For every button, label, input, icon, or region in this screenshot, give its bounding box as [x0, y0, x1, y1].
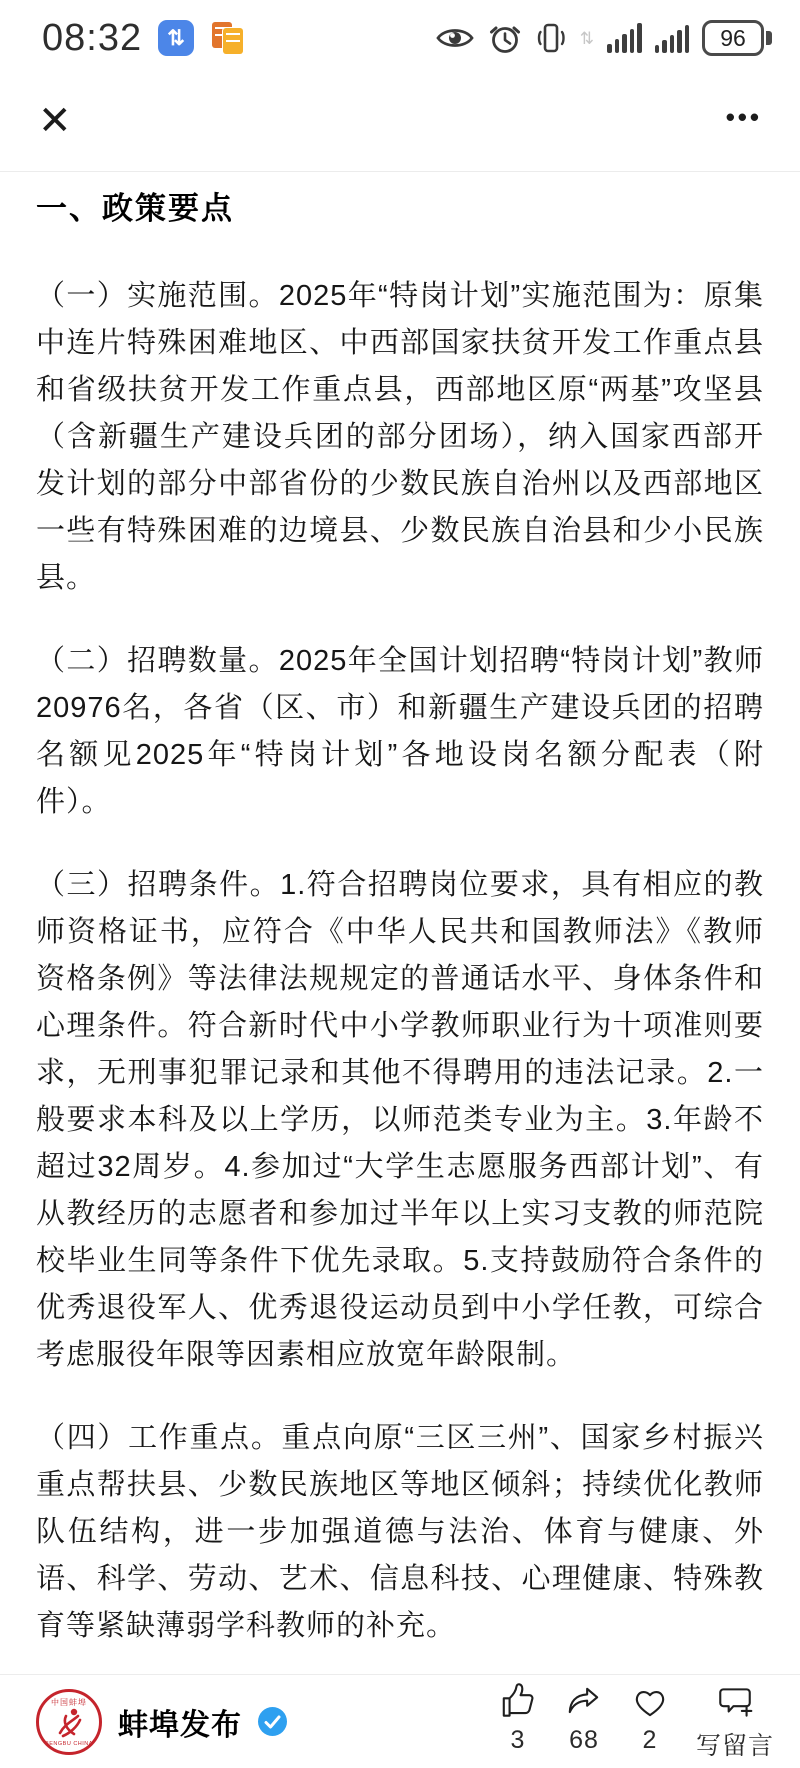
action-bar — [498, 1682, 774, 1762]
battery-icon — [702, 20, 772, 56]
account-name: 蚌埠发布 — [118, 1708, 242, 1742]
alarm-icon — [488, 21, 522, 55]
like-button[interactable] — [498, 1682, 538, 1755]
battery-percent: 96 — [702, 20, 764, 56]
thumbs-up-icon — [498, 1682, 538, 1722]
like-count: 3 — [510, 1725, 526, 1754]
comment-label: 写留言 — [695, 1731, 774, 1760]
heart-icon — [630, 1682, 670, 1722]
paragraph-recruitment-quota: （二）招聘数量。2025年全国计划招聘“特岗计划”教师20976名，各省（区、市）和新疆生产建设兵团的招聘名额见2025年“特岗计划”各地设岗名额分配表（附件）。 — [36, 645, 764, 818]
favorite-count: 2 — [642, 1725, 658, 1754]
close-button[interactable]: ✕ — [38, 98, 72, 143]
share-arrow-icon — [564, 1682, 604, 1722]
section-heading-policy-points: 一、政策要点 — [36, 191, 234, 226]
article-body — [0, 172, 800, 1674]
status-bar — [0, 0, 800, 70]
data-transfer-icon — [158, 20, 194, 56]
official-account[interactable] — [36, 1689, 287, 1755]
write-comment-button[interactable] — [696, 1682, 774, 1762]
eye-protection-icon — [435, 25, 475, 51]
verified-badge-icon — [258, 1707, 287, 1736]
vibrate-icon — [535, 21, 567, 55]
battery-nub — [766, 31, 772, 45]
logo-top-text: 中国蚌埠 — [51, 1697, 87, 1707]
signal-bars-sim2-icon — [655, 23, 690, 53]
paragraph-implementation-scope: （一）实施范围。2025年“特岗计划”实施范围为：原集中连片特殊困难地区、中西部国家扶贫开发工作重点县和省级扶贫开发工作重点县，西部地区原“两基”攻坚县（含新疆生产建设兵团的部分团场），纳入国家西部开发计划的部分中部省份的少数民族自治州以及西部地区一些有特殊困难的边境县、少数民族自治县和少小民族县。 — [36, 280, 764, 594]
more-options-button[interactable]: ••• — [726, 104, 762, 138]
logo-bottom-text: BENGBU CHINA — [45, 1740, 93, 1747]
favorite-button[interactable] — [630, 1682, 670, 1755]
comment-bubble-icon — [715, 1682, 755, 1722]
document-front-icon — [223, 28, 243, 54]
bengbu-release-logo — [36, 1689, 102, 1755]
share-count: 68 — [569, 1725, 599, 1754]
clock-time: 08:32 — [42, 16, 143, 59]
status-bar-right — [435, 20, 772, 56]
logo-dancer-icon — [50, 1703, 90, 1743]
article-footer — [0, 1674, 800, 1768]
paragraph-work-focus: （四）工作重点。重点向原“三区三州”、国家乡村振兴重点帮扶县、少数民族地区等地区倾斜；持续优化教师队伍结构，进一步加强道德与法治、体育与健康、外语、科学、劳动、艺术、信息科技、心理健康、特殊教育等紧缺薄弱学科教师的补充。 — [36, 1422, 764, 1642]
paragraph-recruitment-conditions: （三）招聘条件。1.符合招聘岗位要求，具有相应的教师资格证书，应符合《中华人民共和国教师法》《教师资格条例》等法律法规规定的普通话水平、身体条件和心理条件。符合新时代中小学教师职业行为十项准则要求，无刑事犯罪记录和其他不得聘用的违法记录。2.一般要求本科及以上学历，以师范类专业为主。3.年龄不超过32周岁。4.参加过“大学生志愿服务西部计划”、有从教经历的志愿者和参加过半年以上实习支教的师范院校毕业生同等条件下优先录取。5.支持鼓励符合条件的优秀退役军人、优秀退役运动员到中小学任教，可综合考虑服役年限等因素相应放宽年龄限制。 — [36, 869, 764, 1371]
signal-bars-sim1-icon — [607, 23, 642, 53]
documents-icon — [210, 19, 248, 57]
status-bar-left — [42, 17, 248, 60]
share-button[interactable] — [564, 1682, 604, 1755]
sim1-data-indicator-icon: ⇅ — [579, 28, 594, 48]
article-header — [0, 70, 800, 172]
data-arrows-glyph: ⇅ — [167, 26, 185, 50]
